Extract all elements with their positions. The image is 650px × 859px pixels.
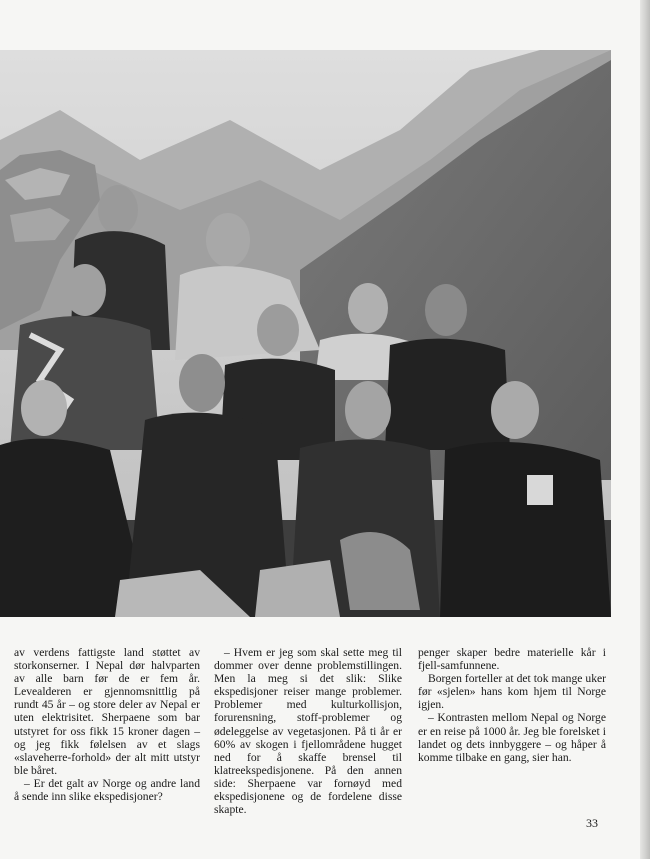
article-column-2 <box>214 646 402 816</box>
page-binding-edge <box>640 0 650 859</box>
page-number: 33 <box>586 816 598 830</box>
article-column-3 <box>418 646 606 764</box>
paragraph: – Hvem er jeg som skal sette meg til dommer over denne problemstillingen. Men la meg si det slik: Slike ekspedisjoner reiser mange problemer. Problemer med kulturkollisjon, forurensning, stoff-problemer og ødeleggelse av vegetasjonen. På ti år er 60% av skogen i fjellområdene hugget ned for å skaffe brensel til klatreekspedisjonene. På den annen side: Sherpaene var fornøyd med ekspedisjonene og de fordelene disse skapte. <box>214 646 402 817</box>
group-photo <box>0 50 611 617</box>
paragraph: – Kontrasten mellom Nepal og Norge er en reise på 1000 år. Jeg ble forelsket i landet og dets innbyggere – og håper å komme tilbake en gang, sier han. <box>418 711 606 764</box>
paragraph: Borgen forteller at det tok mange uker før «sjelen» hans kom hjem til Norge igjen. <box>418 672 606 712</box>
paragraph: penger skaper bedre materielle kår i fjell-samfunnene. <box>418 646 606 673</box>
group-photo-icon <box>0 50 611 617</box>
paragraph: av verdens fattigste land støttet av storkonserner. I Nepal dør halvparten av alle barn før de er fem år. Levealderen er gjennomsnittlig på rundt 45 år – og store deler av Nepal er uten elektrisitet. Sherpaene som bar utstyret for oss fikk 15 kroner dagen – og jeg fikk følelsen av et slags «slaveherre-forhold» der alt mitt utstyr ble båret. <box>14 646 200 777</box>
article-column-1 <box>14 646 200 803</box>
paragraph: – Er det galt av Norge og andre land å sende inn slike ekspedisjoner? <box>14 776 200 804</box>
